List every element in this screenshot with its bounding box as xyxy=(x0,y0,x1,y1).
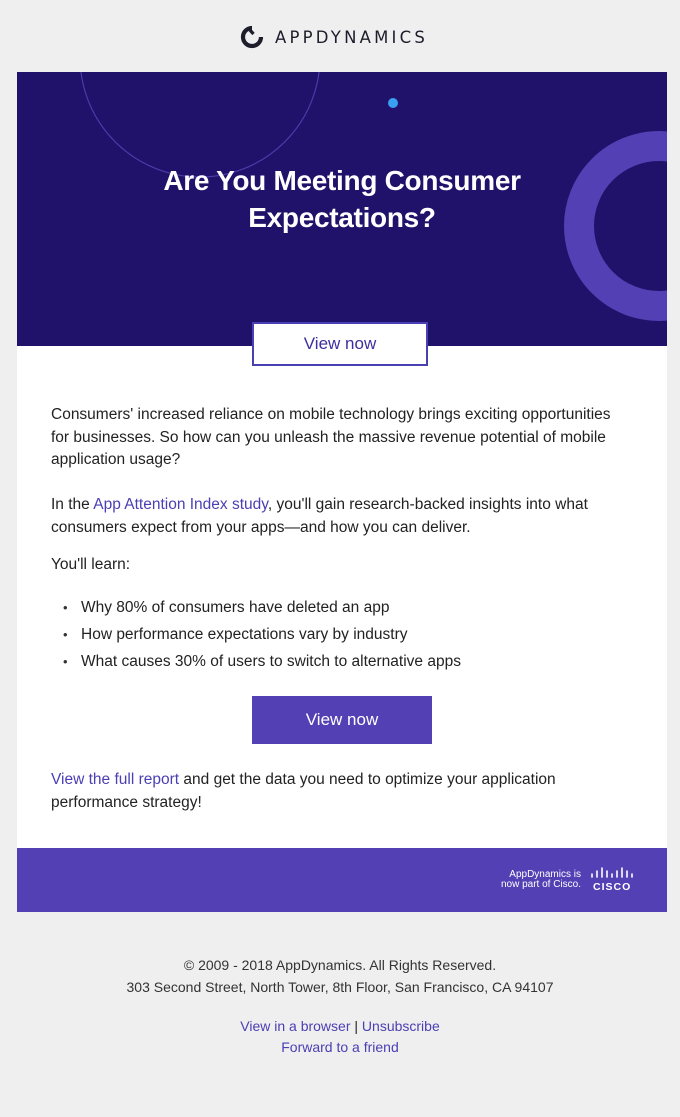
cisco-band xyxy=(17,848,667,912)
cisco-note-line-1: AppDynamics is xyxy=(509,869,581,880)
list-item: • What causes 30% of users to switch to alternative apps xyxy=(63,648,461,675)
view-now-bottom-button[interactable]: View now xyxy=(252,696,432,744)
cisco-note-line-2: now part of Cisco. xyxy=(500,879,581,890)
forward-to-friend-link[interactable]: Forward to a friend xyxy=(281,1039,399,1055)
footer-links xyxy=(0,1016,680,1058)
hero-title-line-2: Expectations? xyxy=(248,202,436,233)
copyright-text: © 2009 - 2018 AppDynamics. All Rights Reserved. xyxy=(183,957,497,973)
appdynamics-logo[interactable] xyxy=(240,23,428,51)
study-suffix: , you'll gain research-backed insights into what consumers expect from your apps—and how you can deliver. xyxy=(51,496,588,536)
study-paragraph xyxy=(51,494,611,539)
hero-banner xyxy=(17,72,667,346)
brand-name: APPDYNAMICS xyxy=(275,27,428,47)
email-body xyxy=(17,346,667,848)
header xyxy=(0,0,680,72)
hero-title xyxy=(17,162,667,236)
view-full-report-link[interactable]: View the full report xyxy=(51,771,180,788)
unsubscribe-link[interactable]: Unsubscribe xyxy=(361,1018,440,1034)
email-card xyxy=(17,72,667,912)
report-suffix: and get the data you need to optimize your application performance strategy! xyxy=(51,771,556,811)
hero-title-line-1: Are You Meeting Consumer xyxy=(163,165,521,196)
link-separator: | xyxy=(350,1018,362,1034)
list-item: • Why 80% of consumers have deleted an app xyxy=(63,594,461,621)
learn-list xyxy=(63,594,461,675)
appdynamics-logo-icon xyxy=(240,25,264,49)
study-prefix: In the xyxy=(51,496,94,513)
view-in-browser-link[interactable]: View in a browser xyxy=(240,1018,351,1034)
app-attention-index-link[interactable]: App Attention Index study xyxy=(93,496,268,513)
list-item: • How performance expectations vary by industry xyxy=(63,621,461,648)
cisco-note xyxy=(499,870,581,890)
cisco-wordmark: CISCO xyxy=(593,881,632,893)
footer xyxy=(0,954,680,998)
view-now-top-button[interactable]: View now xyxy=(252,322,428,366)
intro-paragraph: Consumers' increased reliance on mobile technology brings exciting opportunities for businesses. So how can you unleash the massive revenue potential of mobile application usage? xyxy=(51,406,611,468)
address-text: 303 Second Street, North Tower, 8th Floor, San Francisco, CA 94107 xyxy=(126,979,554,995)
report-paragraph xyxy=(51,769,611,814)
learn-heading: You'll learn: xyxy=(51,556,131,573)
